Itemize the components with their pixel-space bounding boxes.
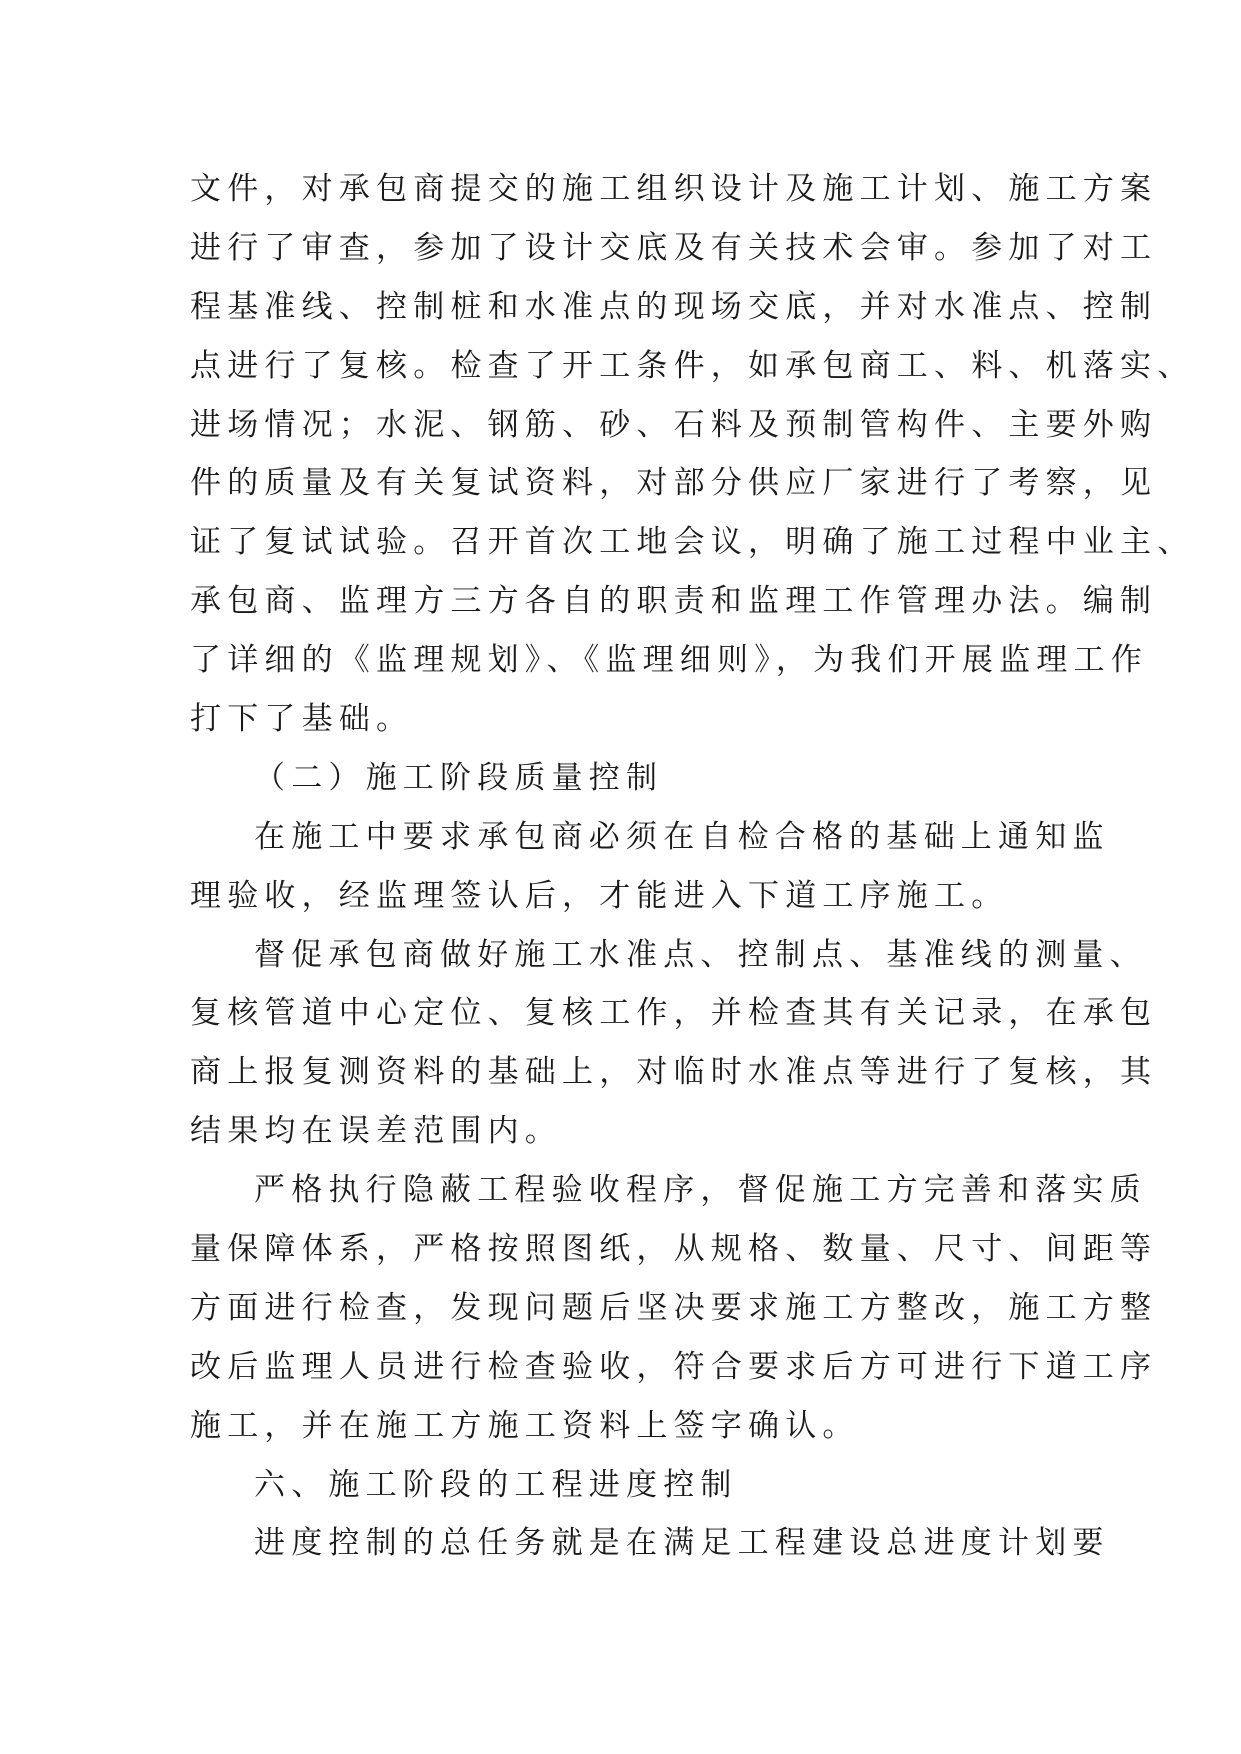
paragraph-line: 施工，并在施工方施工资料上签字确认。	[190, 1407, 860, 1444]
paragraph-line: 量保障体系，严格按照图纸，从规格、数量、尺寸、间距等	[190, 1231, 1158, 1268]
paragraph-line: 复核管道中心定位、复核工作，并检查其有关记录，在承包	[190, 995, 1158, 1032]
paragraph-line: 理验收，经监理签认后，才能进入下道工序施工。	[190, 877, 1009, 914]
paragraph-line: 承包商、监理方三方各自的职责和监理工作管理办法。编制	[190, 583, 1158, 620]
paragraph-line: 文件，对承包商提交的施工组织设计及施工计划、施工方案	[190, 171, 1158, 207]
paragraph-line: 了详细的《监理规划》、《监理细则》，为我们开展监理工作	[190, 642, 1148, 679]
section-heading: （二）施工阶段质量控制	[254, 759, 664, 796]
body-text	[190, 160, 1195, 1573]
section-heading: 六、施工阶段的工程进度控制	[254, 1466, 738, 1503]
paragraph-line: 证了复试试验。召开首次工地会议，明确了施工过程中业主、	[190, 524, 1195, 561]
paragraph-line: 在施工中要求承包商必须在自检合格的基础上通知监	[254, 818, 1110, 855]
paragraph-line: 进度控制的总任务就是在满足工程建设总进度计划要	[254, 1525, 1110, 1562]
paragraph-line: 督促承包商做好施工水准点、控制点、基准线的测量、	[254, 936, 1147, 973]
paragraph-line: 结果均在误差范围内。	[190, 1113, 562, 1150]
paragraph-line: 商上报复测资料的基础上，对临时水准点等进行了复核，其	[190, 1054, 1158, 1091]
paragraph-line: 严格执行隐蔽工程验收程序，督促施工方完善和落实质	[254, 1172, 1147, 1209]
paragraph-line: 打下了基础。	[190, 701, 414, 738]
paragraph-line: 件的质量及有关复试资料，对部分供应厂家进行了考察，见	[190, 465, 1158, 502]
paragraph-line: 点进行了复核。检查了开工条件，如承包商工、料、机落实、	[190, 347, 1195, 384]
paragraph-line: 进场情况；水泥、钢筋、砂、石料及预制管构件、主要外购	[190, 406, 1158, 443]
paragraph-line: 进行了审查，参加了设计交底及有关技术会审。参加了对工	[190, 229, 1158, 266]
paragraph-line: 改后监理人员进行检查验收，符合要求后方可进行下道工序	[190, 1348, 1158, 1385]
paragraph-line: 方面进行检查，发现问题后坚决要求施工方整改，施工方整	[190, 1289, 1158, 1326]
paragraph-line: 程基准线、控制桩和水准点的现场交底，并对水准点、控制	[190, 288, 1158, 325]
